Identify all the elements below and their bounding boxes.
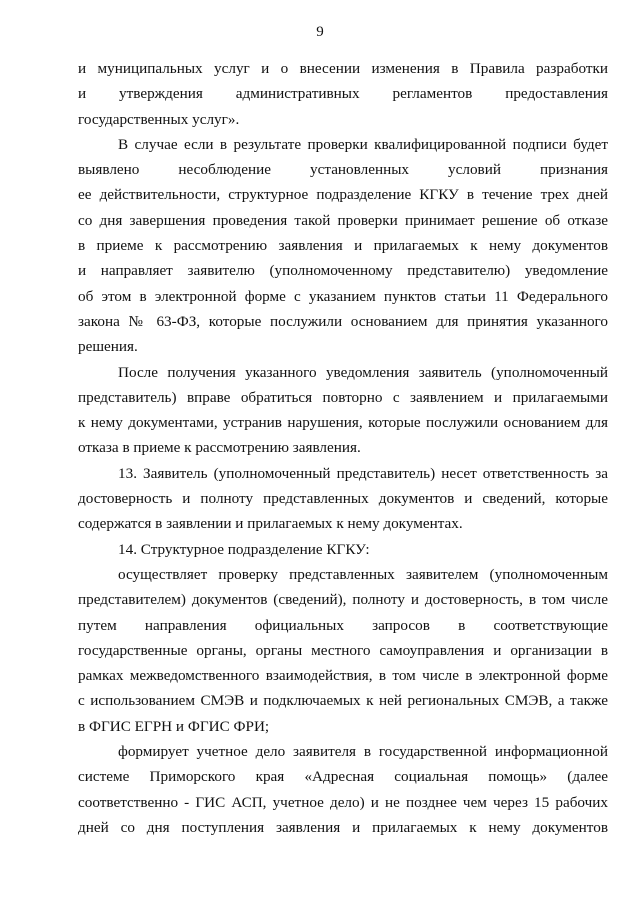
text-line: государственные органы, органы местного самоуправления и организации в (78, 641, 608, 659)
paragraph-p4 (78, 461, 608, 537)
text-line: путем направления официальных запросов в соответствующие (78, 616, 608, 634)
text-line: с использованием СМЭВ и подключаемых к ней региональных СМЭВ, а также (78, 692, 608, 710)
paragraph-p2 (78, 132, 608, 360)
text-line: государственных услуг». (78, 110, 240, 128)
text-line: ее действительности, структурное подразделение КГКУ в течение трех дней (78, 186, 608, 204)
text-line: и направляет заявителю (уполномоченному представителю) уведомление (78, 262, 608, 280)
text-line: После получения указанного уведомления заявитель (уполномоченный (118, 363, 608, 381)
text-line: осуществляет проверку представленных заявителем (уполномоченным (118, 565, 608, 583)
text-line: к нему документами, устранив нарушения, которые послужили основанием для (78, 414, 608, 432)
text-line: В случае если в результате проверки квалифицированной подписи будет (118, 135, 608, 153)
text-line: решения. (78, 338, 138, 356)
text-line: 14. Структурное подразделение КГКУ: (118, 540, 370, 558)
paragraph-p6 (78, 562, 608, 739)
text-line: в ФГИС ЕГРН и ФГИС ФРИ; (78, 717, 270, 735)
text-line: выявлено несоблюдение установленных условий признания (78, 161, 608, 179)
text-line: отказа в приеме к рассмотрению заявления. (78, 439, 361, 457)
page-number: 9 (316, 24, 324, 40)
text-line: и муниципальных услуг и о внесении изменения в Правила разработки (78, 60, 608, 77)
text-line: закона № 63-ФЗ, которые послужили основанием для принятия указанного (78, 312, 608, 330)
text-line: дней со дня поступления заявления и прилагаемых к нему документов (78, 818, 608, 836)
document-body (78, 56, 608, 840)
paragraph-p3 (78, 360, 608, 461)
text-line: представителем) документов (сведений), полноту и достоверность, в том числе (78, 591, 608, 609)
paragraph-p5 (78, 537, 608, 562)
text-line: достоверность и полноту представленных документов и сведений, которые (78, 490, 608, 508)
text-line: и утверждения административных регламентов предоставления (78, 85, 608, 103)
text-line: формирует учетное дело заявителя в государственной информационной (118, 743, 608, 761)
text-line: содержатся в заявлении и прилагаемых к нему документах. (78, 515, 463, 533)
text-line: представитель) вправе обратиться повторно с заявлением и прилагаемыми (78, 388, 608, 406)
paragraph-p7 (78, 739, 608, 840)
text-line: соответственно - ГИС АСП, учетное дело) и не позднее чем через 15 рабочих (78, 793, 608, 811)
text-line: об этом в электронной форме с указанием пунктов статьи 11 Федерального (78, 287, 608, 305)
text-line: рамках межведомственного взаимодействия, в том числе в электронной форме (78, 667, 608, 685)
text-line: со дня завершения проведения такой проверки принимает решение об отказе (78, 211, 608, 229)
text-line: 13. Заявитель (уполномоченный представитель) несет ответственность за (118, 464, 608, 482)
text-line: системе Приморского края «Адресная социальная помощь» (далее (78, 768, 608, 786)
paragraph-p1 (78, 56, 608, 132)
text-line: в приеме к рассмотрению заявления и прилагаемых к нему документов (78, 237, 608, 255)
